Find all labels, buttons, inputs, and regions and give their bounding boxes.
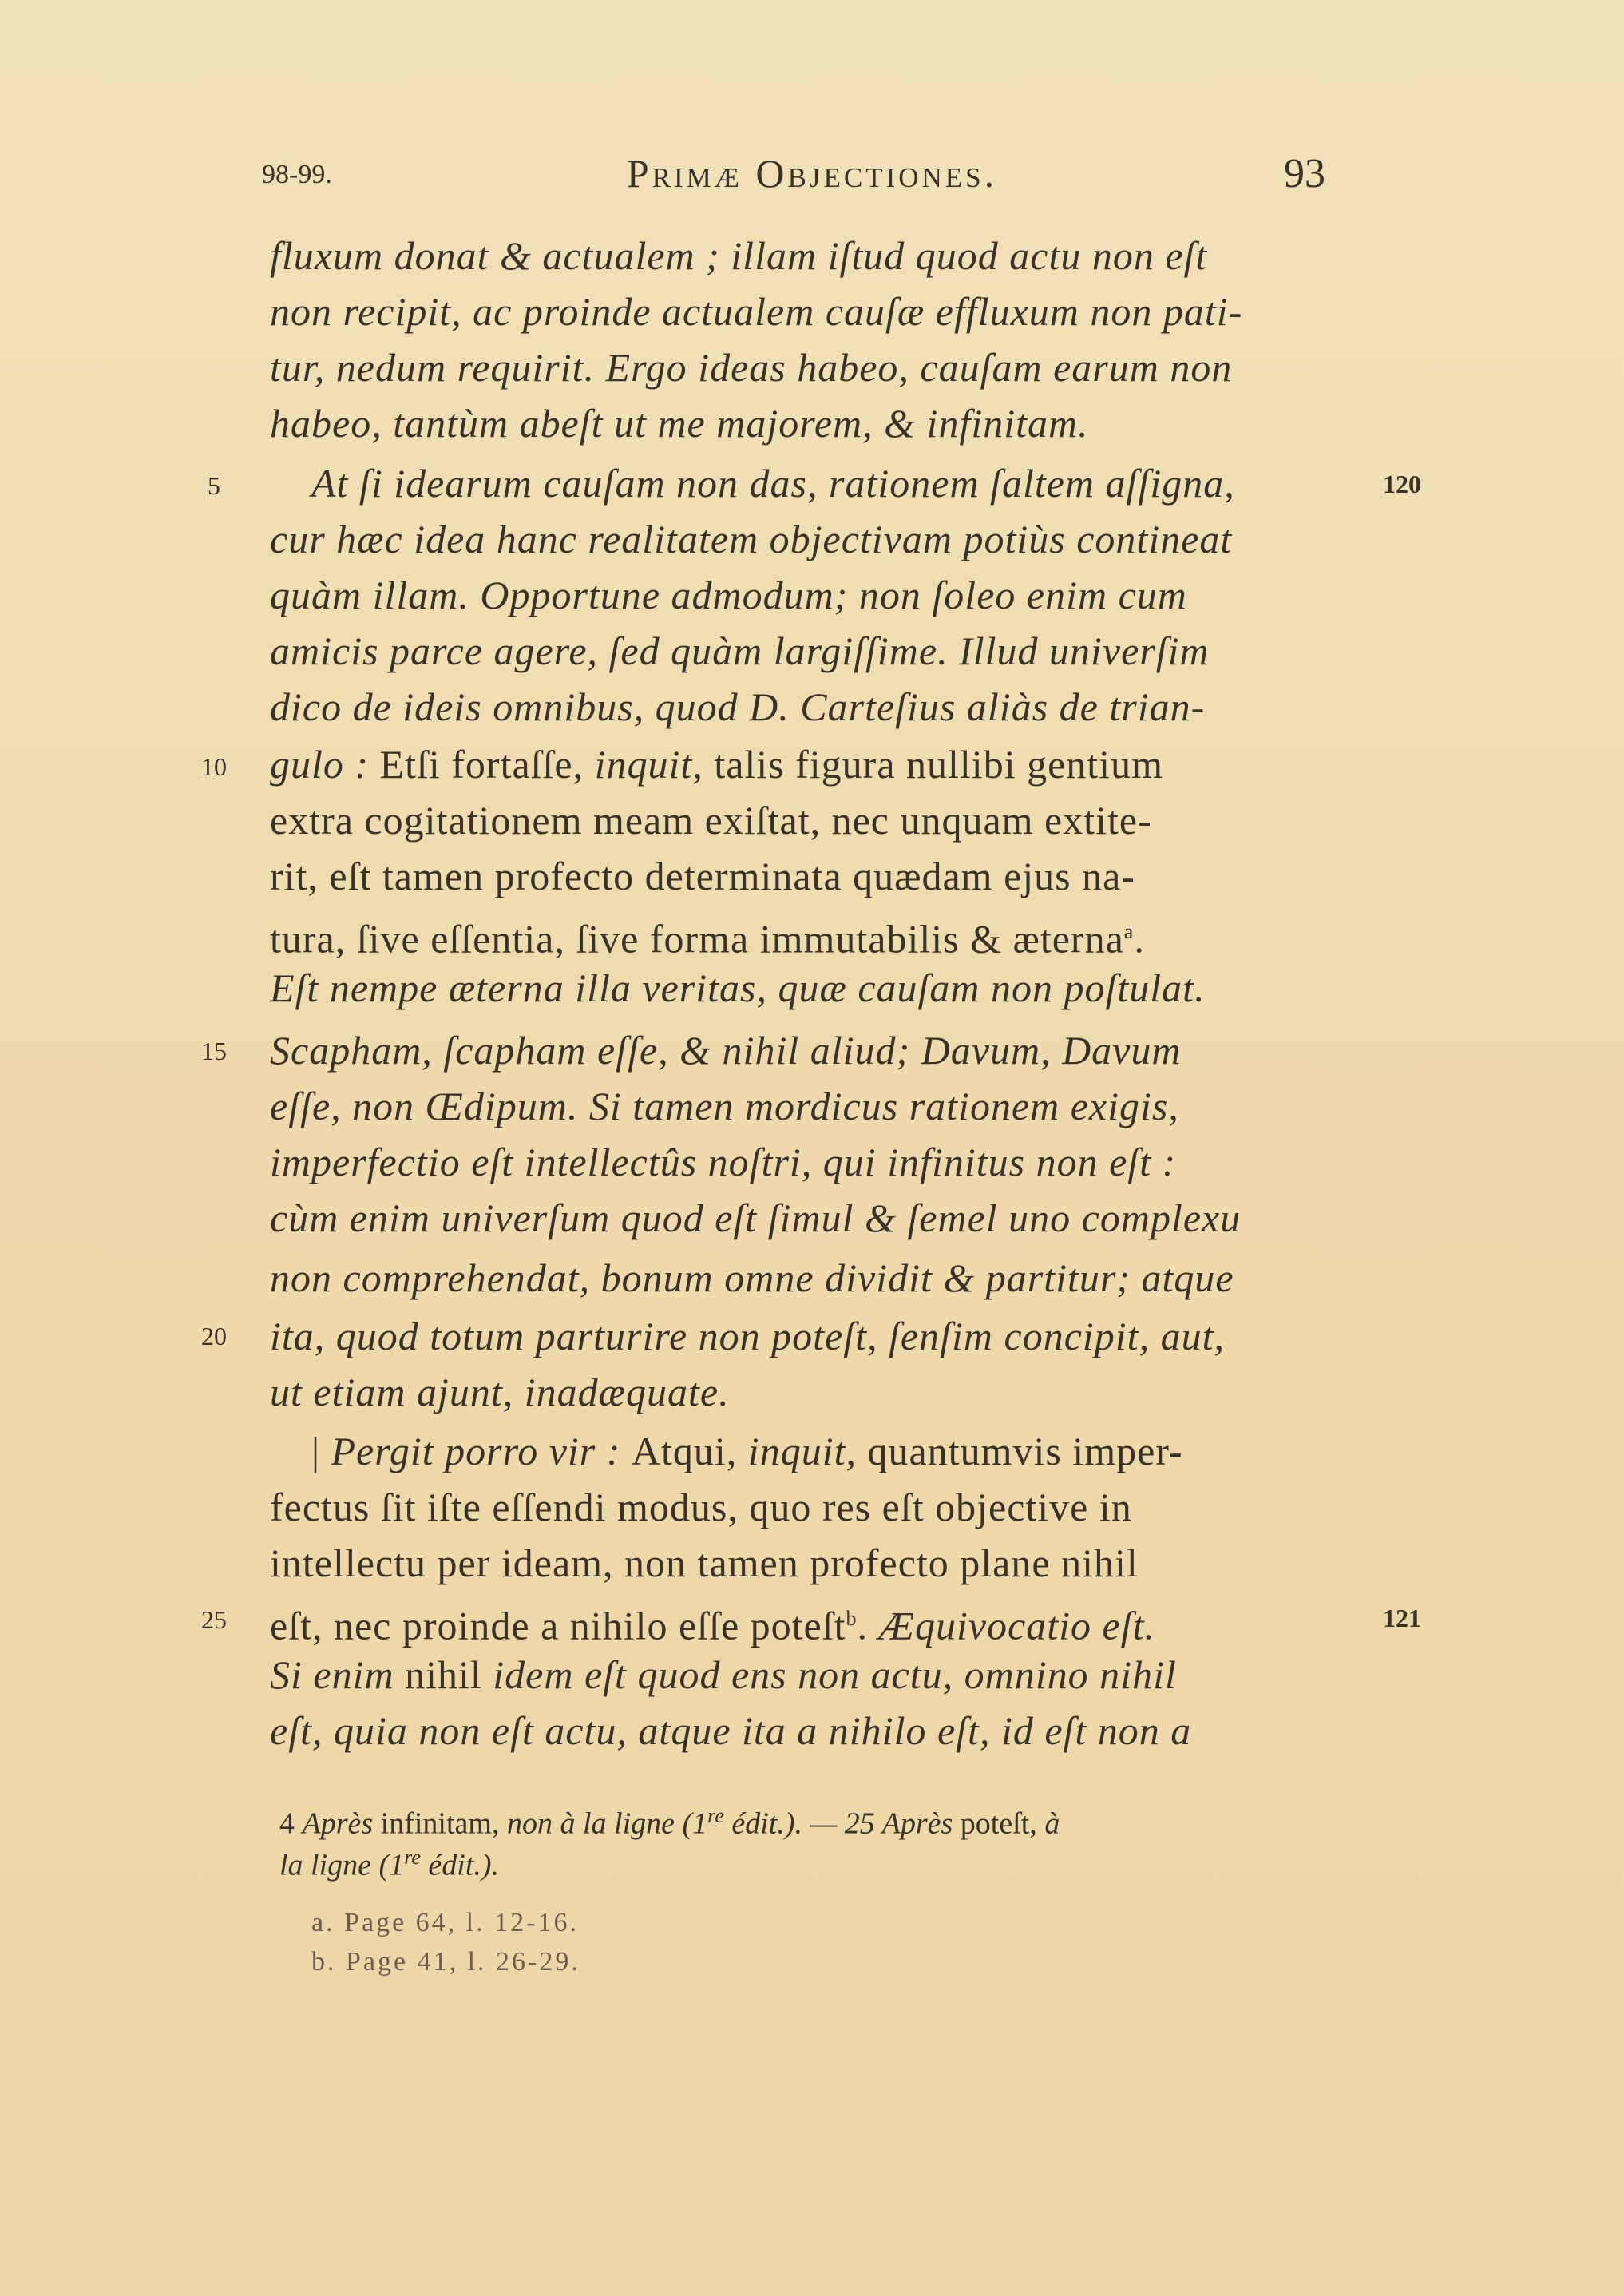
text-run: la ligne (1 [279, 1848, 405, 1882]
text-run: cùm enim univerſum quod eſt ſimul & ſemel uno complexu [270, 1196, 1242, 1240]
text-line [270, 1479, 1349, 1535]
text-run: Après [881, 1806, 953, 1841]
margin-reference: 120 [1383, 470, 1421, 498]
text-run: amicis parce agere, ſed quàm largiſſime. Illud univerſim [270, 629, 1210, 673]
text-run: nihil [405, 1652, 493, 1697]
text-run: idem eſt quod ens non actu, omnino nihil [493, 1652, 1177, 1697]
text-run: intellectu per ideam, non tamen profecto plane nihil [270, 1541, 1139, 1585]
text-line [270, 1364, 1349, 1420]
text-line [270, 960, 1349, 1016]
text-line [270, 679, 1349, 735]
text-run: eſſe, non Œdipum. Si tamen mordicus rationem exigis, [270, 1084, 1179, 1128]
text-run: Etſi fortaſſe, [379, 742, 595, 787]
text-line [270, 623, 1349, 679]
text-line [270, 1250, 1349, 1306]
text-run: | [311, 1429, 331, 1473]
text-run: Æquivocatio eſt. [878, 1603, 1155, 1648]
text-line [311, 1423, 1349, 1479]
text-line [270, 339, 1349, 395]
text-run: Après [302, 1806, 374, 1841]
text-run: rit, eſt tamen profecto determinata quædam ejus na- [270, 854, 1135, 898]
text-line [270, 511, 1349, 567]
footnote-reference-b: b. Page 41, l. 26-29. [311, 1947, 580, 1977]
text-line [270, 1535, 1349, 1591]
text-run: Atqui, [631, 1429, 748, 1473]
text-run: fectus ſit iſte eſſendi modus, quo res eſt objective in [270, 1485, 1132, 1529]
margin-reference: 121 [1383, 1604, 1421, 1632]
text-run: édit.). — 25 [723, 1806, 882, 1841]
text-run: ita, quod totum parturire non poteſt, ſenſim concipit, aut, [270, 1314, 1225, 1358]
line-number: 10 [201, 752, 227, 781]
text-run: quàm illam. Opportune admodum; non ſoleo enim cum [270, 573, 1187, 617]
text-run: ut etiam ajunt, inadæquate. [270, 1370, 730, 1414]
footnote-reference-a: a. Page 64, l. 12-16. [311, 1908, 579, 1937]
superscript-mark: re [404, 1846, 421, 1869]
text-run: inquit, [594, 742, 703, 787]
line-number: 25 [201, 1605, 227, 1634]
text-run: fluxum donat & actualem ; illam iſtud quod actu non eſt [270, 233, 1208, 278]
text-line [270, 567, 1349, 623]
text-run: non comprehendat, bonum omne dividit & partitur; atque [270, 1255, 1234, 1300]
line-number: 5 [208, 471, 220, 500]
text-line [270, 1190, 1349, 1246]
text-line [270, 848, 1349, 904]
text-run: à [1044, 1806, 1060, 1841]
text-line [311, 455, 1349, 511]
text-run: inquit, [747, 1429, 857, 1473]
text-run: gulo : [270, 742, 380, 787]
line-number: 20 [201, 1322, 227, 1350]
text-run: talis figura nullibi gentium [703, 742, 1163, 787]
text-run: Pergit porro vir : [331, 1429, 632, 1473]
text-run: eſt, quia non eſt actu, atque ita a nihilo eſt, id eſt non a [270, 1708, 1192, 1753]
footnote-line [279, 1837, 1353, 1886]
text-run: . [857, 1603, 879, 1648]
text-run: édit.). [420, 1848, 500, 1882]
text-line [270, 1022, 1349, 1078]
text-line [270, 1308, 1349, 1364]
text-run: cur hæc idea hanc realitatem objectivam potiùs contineat [270, 517, 1233, 561]
header-page-range: 98-99. [262, 160, 332, 189]
text-run: extra cogitationem meam exiſtat, nec unquam extite- [270, 798, 1152, 843]
text-run: non recipit, ac proinde actualem cauſæ effluxum non pati- [270, 289, 1243, 334]
text-run: poteſt, [953, 1806, 1045, 1841]
text-line [270, 736, 1349, 792]
superscript-mark: re [707, 1804, 724, 1827]
superscript-mark: a [1123, 920, 1135, 943]
text-line [270, 1134, 1349, 1190]
text-line [270, 1591, 1349, 1654]
text-run: . [1134, 916, 1145, 962]
text-run: habeo, tantùm abeſt ut me majorem, & infinitam. [270, 401, 1089, 446]
text-run: quantumvis imper- [856, 1429, 1183, 1473]
text-line [270, 792, 1349, 848]
text-line [270, 228, 1349, 284]
text-run: non à la ligne (1 [506, 1806, 708, 1841]
text-line [270, 1703, 1349, 1759]
text-run: infinitam, [373, 1806, 507, 1841]
text-run: Si enim [270, 1652, 406, 1697]
text-line [270, 395, 1349, 451]
text-run: dico de ideis omnibus, quod D. Carteſius aliàs de trian- [270, 684, 1206, 729]
text-run: tura, ſive eſſentia, ſive forma immutabilis & æterna [270, 916, 1124, 962]
text-run: tur, nedum requirit. Ergo ideas habeo, cauſam earum non [270, 345, 1233, 390]
text-line [270, 1078, 1349, 1134]
text-run: eſt, nec proinde a nihilo eſſe poteſt [270, 1603, 846, 1648]
text-run: Eſt nempe æterna illa veritas, quæ cauſam non poſtulat. [270, 966, 1206, 1010]
page-number: 93 [1284, 151, 1325, 196]
text-run: At ſi idearum cauſam non das, rationem ſaltem aſſigna, [311, 461, 1235, 506]
text-run: imperfectio eſt intellectûs noſtri, qui infinitus non eſt : [270, 1140, 1177, 1184]
line-number: 15 [201, 1037, 227, 1065]
superscript-mark: b [846, 1607, 858, 1630]
text-run: Scapham, ſcapham eſſe, & nihil aliud; Davum, Davum [270, 1028, 1182, 1073]
text-line [270, 284, 1349, 339]
text-run: 4 [279, 1806, 303, 1841]
running-head-title: Primæ Objectiones. [626, 151, 998, 196]
text-line [270, 904, 1349, 967]
text-line [270, 1647, 1349, 1703]
